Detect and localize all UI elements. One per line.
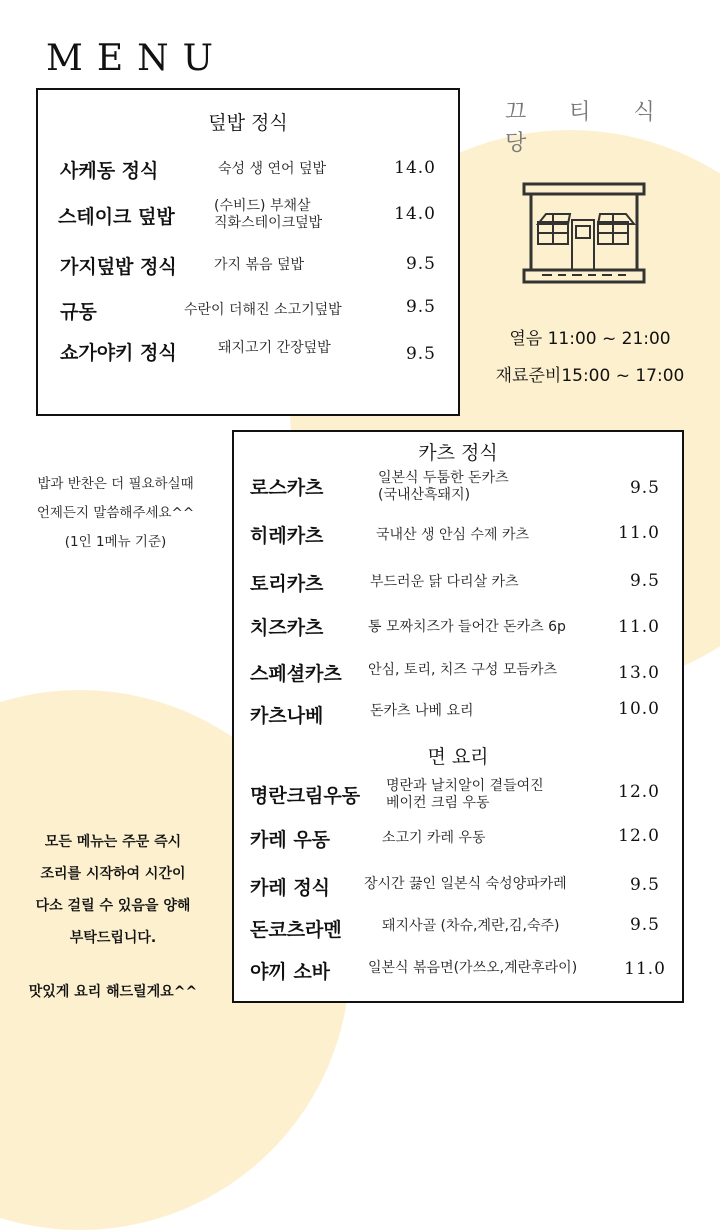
item-desc: 돈카츠 나베 요리: [370, 703, 474, 719]
item-desc: 일본식 두툼한 돈카츠 (국내산흑돼지): [378, 470, 509, 503]
menu-item: [234, 822, 682, 862]
menu-item: [38, 248, 458, 288]
item-name: 치즈카츠: [250, 617, 324, 639]
item-name: 히레카츠: [250, 525, 324, 547]
item-desc: 수란이 더해진 소고기덮밥: [184, 302, 342, 318]
menu-item: [234, 470, 682, 510]
item-desc: 숙성 생 연어 덮밥: [218, 161, 327, 177]
item-desc: 명란과 날치알이 곁들여진 베이컨 크림 우동: [386, 778, 544, 811]
item-desc: 돼지사골 (차슈,계란,김,숙주): [382, 918, 560, 934]
item-name: 사케동 정식: [60, 160, 159, 182]
item-price: 13.0: [618, 663, 660, 683]
item-name: 명란크림우동: [250, 785, 361, 807]
item-price: 11.0: [624, 959, 666, 979]
item-price: 9.5: [629, 875, 660, 895]
item-name: 카츠나베: [250, 705, 324, 727]
item-desc: (수비드) 부채살 직화스테이크덮밥: [214, 198, 323, 231]
item-desc: 안심, 토리, 치즈 구성 모듬카츠: [368, 662, 557, 678]
menu-item: [234, 778, 682, 818]
item-price: 12.0: [618, 782, 660, 802]
section-title-donburi: 덮밥 정식: [208, 112, 288, 134]
menu-item: [234, 912, 682, 952]
item-name: 가지덮밥 정식: [60, 256, 177, 278]
menu-item: [234, 566, 682, 606]
item-price: 12.0: [618, 826, 660, 846]
note-line: 맛있게 요리 해드릴게요^^: [28, 984, 198, 1000]
note-line: 모든 메뉴는 주문 즉시: [44, 834, 182, 850]
storefront-icon: [522, 182, 646, 290]
note-line: 다소 걸릴 수 있음을 양해: [35, 898, 191, 914]
shop-name: 끄 티 식 당: [505, 100, 673, 156]
menu-item: [234, 518, 682, 558]
menu-item: [38, 152, 458, 192]
item-name: 돈코츠라멘: [250, 919, 342, 941]
item-name: 야끼 소바: [250, 961, 331, 983]
item-desc: 부드러운 닭 다리살 카츠: [370, 574, 519, 590]
item-name: 쇼가야키 정식: [60, 342, 177, 364]
item-price: 9.5: [629, 915, 660, 935]
item-price: 11.0: [618, 523, 660, 543]
menu-item: [234, 656, 682, 696]
note-line: 밥과 반찬은 더 필요하실때: [37, 476, 194, 492]
item-desc: 돼지고기 간장덮밥: [218, 340, 331, 356]
menu-item: [38, 293, 458, 333]
menu-item: [234, 610, 682, 650]
item-price: 9.5: [629, 478, 660, 498]
item-name: 카레 우동: [250, 829, 331, 851]
section-title-noodles: 면 요리: [427, 746, 489, 768]
note-line: 언제든지 말씀해주세요^^: [36, 505, 195, 521]
item-desc: 가지 볶음 덮밥: [214, 257, 305, 273]
item-name: 규동: [60, 301, 97, 323]
item-name: 스테이크 덮밥: [58, 206, 175, 228]
open-hours: 열음 11:00 ~ 21:00: [509, 329, 671, 349]
item-name: 로스카츠: [250, 477, 324, 499]
page-title: MENU: [46, 38, 227, 79]
menu-item: [38, 334, 458, 374]
item-desc: 장시간 끓인 일본식 숙성양파카레: [364, 876, 567, 892]
item-name: 토리카츠: [250, 573, 324, 595]
note-line: (1인 1메뉴 기준): [64, 534, 167, 550]
note-line: 부탁드립니다.: [69, 930, 157, 946]
menu-item: [234, 698, 682, 738]
item-desc: 일본식 볶음면(가쓰오,계란후라이): [368, 960, 578, 976]
item-price: 9.5: [405, 254, 436, 274]
cooking-time-note: [8, 826, 218, 1008]
item-price: 9.5: [405, 297, 436, 317]
note-line: 조리를 시작하여 시간이: [40, 866, 186, 882]
katsu-noodle-section: [232, 430, 684, 1003]
menu-item: [234, 954, 682, 994]
item-price: 9.5: [629, 571, 660, 591]
menu-item: [38, 198, 458, 238]
section-title-katsu: 카츠 정식: [418, 442, 498, 464]
item-name: 카레 정식: [250, 877, 331, 899]
prep-hours: 재료준비15:00 ~ 17:00: [495, 366, 685, 386]
item-desc: 통 모짜치즈가 들어간 돈카츠 6p: [368, 619, 566, 635]
item-price: 10.0: [618, 699, 660, 719]
item-price: 11.0: [618, 617, 660, 637]
rice-refill-note: [8, 470, 223, 557]
item-name: 스페셜카츠: [250, 663, 342, 685]
item-desc: 국내산 생 안심 수제 카츠: [376, 527, 530, 543]
item-price: 14.0: [394, 204, 436, 224]
item-desc: 소고기 카레 우동: [382, 830, 486, 846]
item-price: 14.0: [394, 158, 436, 178]
menu-item: [234, 870, 682, 910]
donburi-section: [36, 88, 460, 416]
item-price: 9.5: [405, 344, 436, 364]
